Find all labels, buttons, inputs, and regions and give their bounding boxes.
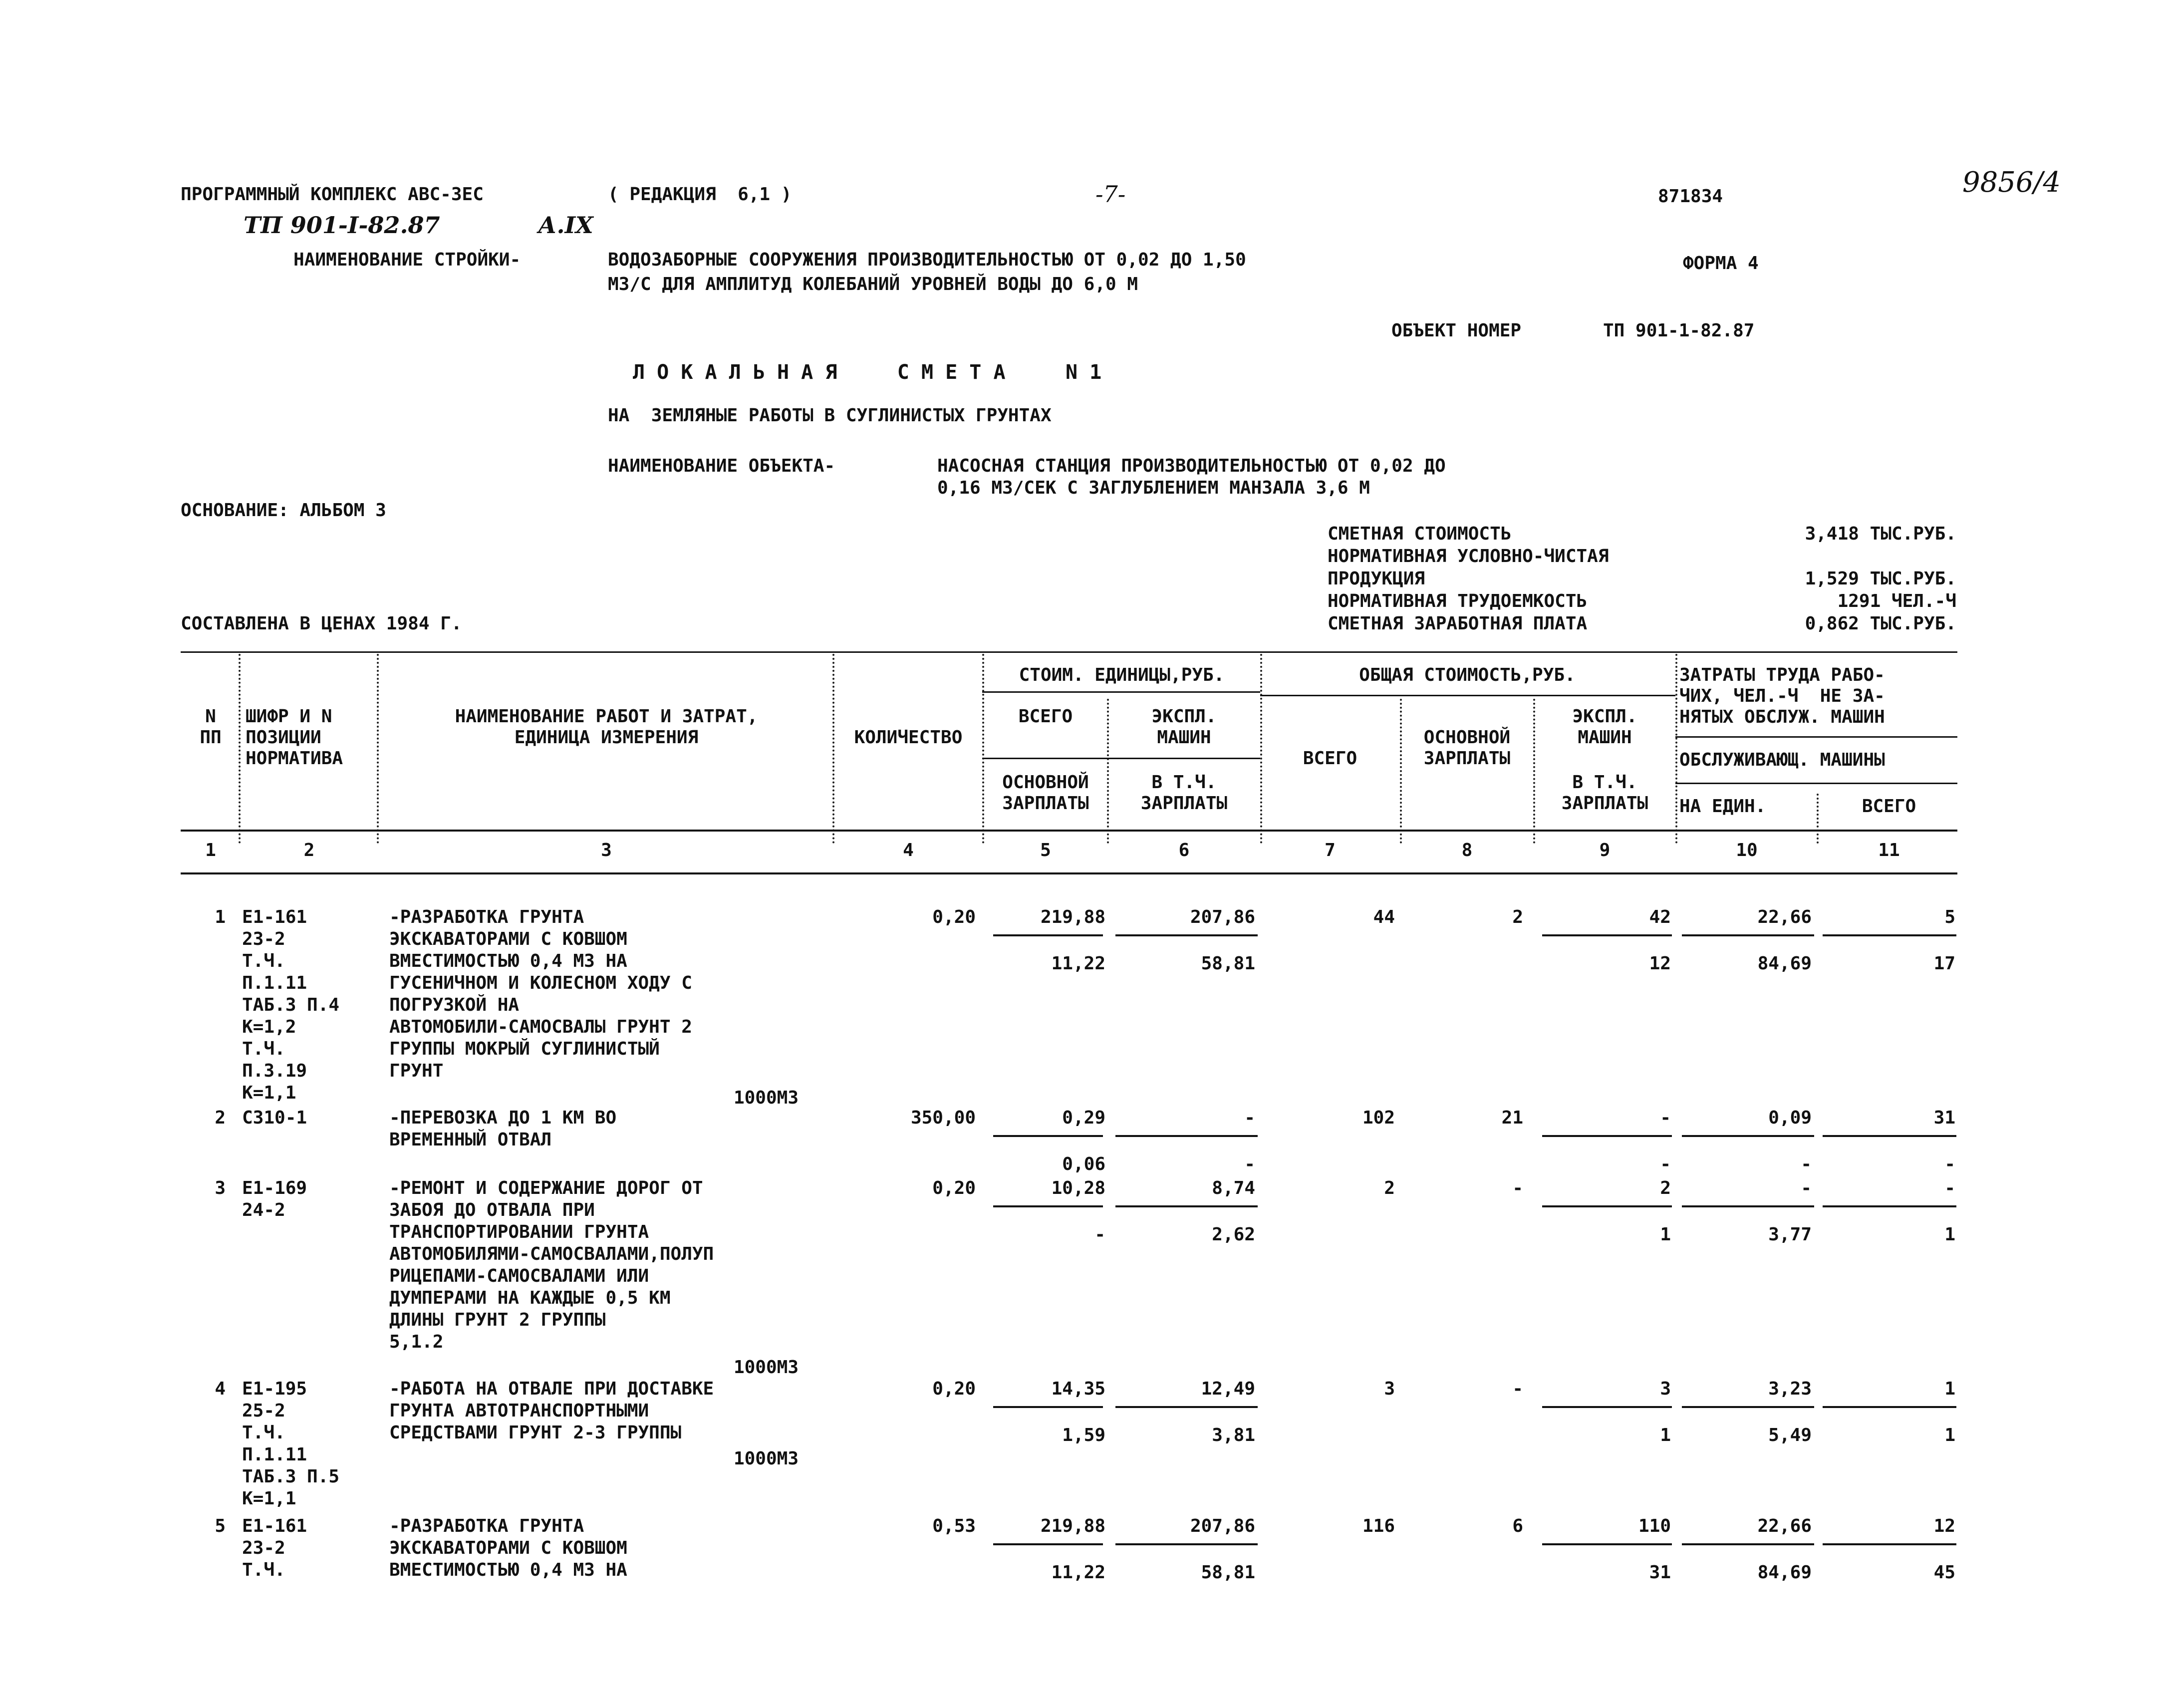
row-value-v8: - [1512,1379,1523,1399]
row-value-v8: 2 [1512,907,1523,927]
row-value-v5b: 11,22 [1051,1562,1105,1583]
col-separator [1817,794,1819,844]
tp-number: ТП 901-I-82.87 [244,212,440,239]
row-value-rule [1115,1135,1258,1137]
header-unit-total: ВСЕГО [1018,706,1073,727]
row-value-rule [1823,1205,1956,1207]
summary-label-3: ПРОДУКЦИЯ [1328,569,1425,589]
row-value-v7: 44 [1373,907,1395,927]
header-col2-line1: ШИФР И N [246,706,332,727]
col-separator [1260,654,1262,844]
row-value-rule [1115,1543,1258,1545]
form-number: ФОРМА 4 [1683,253,1759,274]
object-label: НАИМЕНОВАНИЕ ОБЪЕКТА- [608,456,835,476]
row-work-name: ГРУНТ [389,1061,444,1081]
header-col1-line2: ПП [200,727,222,748]
row-work-name: ПОГРУЗКОЙ НА [389,995,520,1015]
row-value-v10b: 3,77 [1768,1224,1812,1245]
column-number: 5 [1040,840,1051,860]
row-value-v5b: 11,22 [1051,953,1105,974]
column-number: 7 [1325,840,1336,860]
header-unit-base-salary-2: ЗАРПЛАТЫ [1002,793,1089,814]
row-value-v10: - [1801,1178,1812,1198]
summary-label-5: СМЕТНАЯ ЗАРАБОТНАЯ ПЛАТА [1328,613,1588,634]
row-work-name: ЗАБОЯ ДО ОТВАЛА ПРИ [389,1200,595,1220]
row-value-v9b: 31 [1649,1562,1671,1583]
row-value-v6b: 58,81 [1201,953,1255,974]
row-value-v11: - [1944,1178,1955,1198]
col-separator [1400,699,1402,844]
header-total-incl-salary-2: ЗАРПЛАТЫ [1561,793,1648,814]
object-number-label: ОБЪЕКТ НОМЕР [1391,320,1522,341]
row-code: Т.Ч. [242,951,285,971]
row-work-name: -РАБОТА НА ОТВАЛЕ ПРИ ДОСТАВКЕ [389,1379,714,1399]
album-number: А.IX [538,212,593,239]
row-value-v5: 0,29 [1062,1108,1105,1128]
row-value-v9: - [1660,1108,1671,1128]
col-separator [1107,699,1109,844]
row-code: Е1-195 [242,1379,307,1399]
header-labor-line1: ЗАТРАТЫ ТРУДА РАБО- [1679,665,1885,685]
row-value-v6: 8,74 [1212,1178,1255,1198]
row-value-rule [1682,1135,1814,1137]
row-value-v10: 22,66 [1757,907,1812,927]
row-code: К=1,1 [242,1083,296,1103]
row-work-name: СРЕДСТВАМИ ГРУНТ 2-3 ГРУППЫ [389,1423,682,1443]
row-value-v11b: - [1944,1154,1955,1174]
row-work-name: ГУСЕНИЧНОМ И КОЛЕСНОМ ХОДУ С [389,973,692,993]
row-work-name: -РЕМОНТ И СОДЕРЖАНИЕ ДОРОГ ОТ [389,1178,703,1198]
header-total-base-salary-2: ЗАРПЛАТЫ [1423,748,1511,769]
header-unit-incl-salary-2: ЗАРПЛАТЫ [1140,793,1228,814]
row-work-name: ЭКСКАВАТОРАМИ С КОВШОМ [389,929,627,949]
header-col2-line2: ПОЗИЦИИ [246,727,321,748]
row-value-v6b: 2,62 [1212,1224,1255,1245]
header-col1-line1: N [205,706,216,727]
row-value-v7: 116 [1362,1516,1395,1536]
row-value-rule [1542,1205,1672,1207]
col-separator [1675,654,1677,844]
row-value-rule [993,1543,1103,1545]
object-name-line2: 0,16 М3/СЕК С ЗАГЛУБЛЕНИЕМ МАНЗАЛА 3,6 М [937,478,1370,498]
row-value-v5: 14,35 [1051,1379,1105,1399]
row-work-name: ДУМПЕРАМИ НА КАЖДЫЕ 0,5 КМ [389,1288,671,1308]
row-code: 23-2 [242,1538,285,1558]
row-value-rule [1115,934,1258,936]
row-value-v9: 2 [1660,1178,1671,1198]
summary-label-2: НОРМАТИВНАЯ УСЛОВНО-ЧИСТАЯ [1328,546,1609,567]
row-value-v11b: 45 [1933,1562,1955,1583]
row-value-v9: 110 [1638,1516,1671,1536]
row-value-rule [993,934,1103,936]
row-value-v8: 6 [1512,1516,1523,1536]
row-number: 2 [215,1108,226,1128]
header-labor-service: ОБСЛУЖИВАЮЩ. МАШИНЫ [1679,750,1885,770]
row-code: 24-2 [242,1200,285,1220]
column-number: 6 [1178,840,1190,860]
row-value-rule [1542,1135,1672,1137]
row-value-rule [993,1205,1103,1207]
row-code: 23-2 [242,929,285,949]
row-code: К=1,1 [242,1488,296,1509]
row-work-name: 5,1.2 [389,1332,444,1352]
row-work-name: ТРАНСПОРТИРОВАНИИ ГРУНТА [389,1222,649,1242]
row-number: 3 [215,1178,226,1198]
column-number: 4 [903,840,914,860]
row-value-rule [1542,934,1672,936]
header-unit-base-salary-1: ОСНОВНОЙ [1002,772,1089,793]
row-value-rule [1682,934,1814,936]
header-total-expl-1: ЭКСПЛ. [1572,706,1637,727]
header-mid-rule [181,830,1957,832]
header-total-expl-2: МАШИН [1578,727,1632,748]
row-code: С310-1 [242,1108,307,1128]
row-value-v9b: 1 [1660,1224,1671,1245]
row-code: П.3.19 [242,1061,307,1081]
row-code: К=1,2 [242,1017,296,1037]
row-value-v9: 3 [1660,1379,1671,1399]
row-value-rule [1682,1205,1814,1207]
row-value-v5b: 1,59 [1062,1425,1105,1445]
row-value-v8: 21 [1501,1108,1523,1128]
row-work-name: РИЦЕПАМИ-САМОСВАЛАМИ ИЛИ [389,1266,649,1286]
col-separator [239,654,241,844]
row-quantity: 0,20 [932,1379,976,1399]
row-number: 5 [215,1516,226,1536]
row-work-name: -ПЕРЕВОЗКА ДО 1 КМ ВО [389,1108,617,1128]
row-value-v10b: 84,69 [1757,953,1812,974]
header-col4: КОЛИЧЕСТВО [854,727,963,748]
header-unit-incl-salary-1: В Т.Ч. [1151,772,1217,793]
row-value-v11b: 1 [1944,1425,1955,1445]
row-value-v10: 0,09 [1768,1108,1812,1128]
row-work-name: АВТОМОБИЛИ-САМОСВАЛЫ ГРУНТ 2 [389,1017,692,1037]
row-value-v10: 3,23 [1768,1379,1812,1399]
header-sub-rule [1675,736,1957,738]
summary-value-4: 1291 ЧЕЛ.-Ч [1837,591,1956,611]
header-unit-expl-1: ЭКСПЛ. [1151,706,1217,727]
column-number: 3 [601,840,612,860]
row-value-v7: 2 [1384,1178,1395,1198]
row-code: ТАБ.3 П.5 [242,1466,340,1487]
row-code: Е1-161 [242,907,307,927]
row-value-rule [1823,1543,1956,1545]
column-number: 1 [205,840,216,860]
header-bottom-rule [181,872,1957,874]
row-code: П.1.11 [242,1444,307,1465]
row-value-rule [1823,1406,1956,1408]
document-title: Л О К А Л Ь Н А Я С М Е Т А N 1 [633,361,1102,384]
header-sub-rule [1675,783,1957,784]
row-quantity: 350,00 [910,1108,976,1128]
summary-label-1: СМЕТНАЯ СТОИМОСТЬ [1328,524,1512,544]
edition: ( РЕДАКЦИЯ 6,1 ) [608,184,792,205]
row-value-rule [1542,1543,1672,1545]
row-work-name: ГРУНТА АВТОТРАНСПОРТНЫМИ [389,1401,649,1421]
row-value-v6b: 58,81 [1201,1562,1255,1583]
row-work-name: ВМЕСТИМОСТЬЮ 0,4 М3 НА [389,1560,627,1580]
row-value-v11: 12 [1933,1516,1955,1536]
row-value-v9: 42 [1649,907,1671,927]
document-subtitle: НА ЗЕМЛЯНЫЕ РАБОТЫ В СУГЛИНИСТЫХ ГРУНТАХ [608,405,1052,426]
row-value-v11: 31 [1933,1108,1955,1128]
row-value-v5b: - [1094,1224,1105,1245]
row-value-rule [1115,1205,1258,1207]
row-code: ТАБ.3 П.4 [242,995,340,1015]
row-work-name: ДЛИНЫ ГРУНТ 2 ГРУППЫ [389,1310,606,1330]
column-number: 10 [1736,840,1758,860]
row-value-v10b: 84,69 [1757,1562,1812,1583]
handwritten-archive-number: 9856/4 [1962,166,2061,199]
row-value-v6: - [1244,1108,1255,1128]
row-quantity: 0,20 [932,1178,976,1198]
row-value-v8: - [1512,1178,1523,1198]
row-value-v7: 3 [1384,1379,1395,1399]
header-total-base-salary-1: ОСНОВНОЙ [1423,727,1511,748]
column-number: 2 [303,840,315,860]
row-code: П.1.11 [242,973,307,993]
row-value-v6b: 3,81 [1212,1425,1255,1445]
header-labor-line2: ЧИХ, ЧЕЛ.-Ч НЕ ЗА- [1679,686,1885,706]
header-sub-rule [982,758,1260,759]
row-value-v6: 207,86 [1190,907,1255,927]
row-work-name: ГРУППЫ МОКРЫЙ СУГЛИНИСТЫЙ [389,1039,660,1059]
row-unit: 1000М3 [733,1357,799,1378]
row-value-v11b: 1 [1944,1224,1955,1245]
header-col3-line2: ЕДИНИЦА ИЗМЕРЕНИЯ [514,727,699,748]
row-value-v10b: - [1801,1154,1812,1174]
row-value-rule [1682,1543,1814,1545]
construction-label: НАИМЕНОВАНИЕ СТРОЙКИ- [293,250,521,270]
row-code: Е1-169 [242,1178,307,1198]
row-value-v6b: - [1244,1154,1255,1174]
column-number: 8 [1461,840,1473,860]
header-sub-rule [982,691,1260,693]
row-value-v5: 10,28 [1051,1178,1105,1198]
header-col3-line1: НАИМЕНОВАНИЕ РАБОТ И ЗАТРАТ, [455,706,758,727]
row-work-name: ЭКСКАВАТОРАМИ С КОВШОМ [389,1538,627,1558]
row-value-v11b: 17 [1933,953,1955,974]
header-labor-per-unit: НА ЕДИН. [1679,796,1766,817]
row-value-v9b: - [1660,1154,1671,1174]
summary-value-5: 0,862 ТЫС.РУБ. [1805,613,1956,634]
header-total-all: ВСЕГО [1303,748,1357,769]
summary-value-1: 3,418 ТЫС.РУБ. [1805,524,1956,544]
row-value-v10: 22,66 [1757,1516,1812,1536]
header-total-incl-salary-1: В Т.Ч. [1572,772,1637,793]
row-work-name: АВТОМОБИЛЯМИ-САМОСВАЛАМИ,ПОЛУП [389,1244,714,1264]
row-quantity: 0,20 [932,907,976,927]
row-value-v6: 207,86 [1190,1516,1255,1536]
header-top-rule [181,651,1957,653]
row-value-v5b: 0,06 [1062,1154,1105,1174]
object-name-line1: НАСОСНАЯ СТАНЦИЯ ПРОИЗВОДИТЕЛЬНОСТЬЮ ОТ 0,02 ДО [937,456,1446,476]
row-value-rule [993,1406,1103,1408]
header-labor-line3: НЯТЫХ ОБСЛУЖ. МАШИН [1679,707,1885,727]
header-sub-rule [1260,695,1675,696]
row-value-v5: 219,88 [1040,1516,1105,1536]
program-name: ПРОГРАММНЫЙ КОМПЛЕКС АВС-ЗЕС [181,184,484,205]
col-separator [1533,699,1535,844]
row-value-v10b: 5,49 [1768,1425,1812,1445]
row-value-v9b: 1 [1660,1425,1671,1445]
row-value-v7: 102 [1362,1108,1395,1128]
row-number: 4 [215,1379,226,1399]
row-code: Т.Ч. [242,1560,285,1580]
row-value-v11: 5 [1944,907,1955,927]
row-value-rule [1823,934,1956,936]
row-quantity: 0,53 [932,1516,976,1536]
row-value-v5: 219,88 [1040,907,1105,927]
row-code: Е1-161 [242,1516,307,1536]
row-work-name: -РАЗРАБОТКА ГРУНТА [389,907,584,927]
header-col2-line3: НОРМАТИВА [246,748,343,769]
header-labor-total: ВСЕГО [1862,796,1916,817]
col-separator [982,654,984,844]
summary-label-4: НОРМАТИВНАЯ ТРУДОЕМКОСТЬ [1328,591,1588,611]
row-code: 25-2 [242,1401,285,1421]
row-work-name: -РАЗРАБОТКА ГРУНТА [389,1516,584,1536]
row-value-rule [1682,1406,1814,1408]
row-value-rule [1115,1406,1258,1408]
row-code: Т.Ч. [242,1039,285,1059]
row-value-v11: 1 [1944,1379,1955,1399]
col-separator [832,654,834,844]
col-separator [377,654,379,844]
row-number: 1 [215,907,226,927]
row-work-name: ВРЕМЕННЫЙ ОТВАЛ [389,1130,552,1150]
row-value-rule [1823,1135,1956,1137]
row-unit: 1000М3 [733,1088,799,1108]
construction-name-line1: ВОДОЗАБОРНЫЕ СООРУЖЕНИЯ ПРОИЗВОДИТЕЛЬНОСТЬЮ ОТ 0,02 ДО 1,50 [608,250,1246,270]
row-value-rule [993,1135,1103,1137]
object-number-value: ТП 901-1-82.87 [1603,320,1755,341]
header-total-cost: ОБЩАЯ СТОИМОСТЬ,РУБ. [1359,665,1576,685]
column-number: 9 [1599,840,1611,860]
row-work-name: ВМЕСТИМОСТЬЮ 0,4 М3 НА [389,951,627,971]
header-unit-cost: СТОИМ. ЕДИНИЦЫ,РУБ. [1019,665,1225,685]
row-code: Т.Ч. [242,1423,285,1443]
row-unit: 1000М3 [733,1448,799,1469]
row-value-v6: 12,49 [1201,1379,1255,1399]
row-value-rule [1542,1406,1672,1408]
basis: ОСНОВАНИЕ: АЛЬБОМ 3 [181,500,386,521]
construction-name-line2: М3/С ДЛЯ АМПЛИТУД КОЛЕБАНИЙ УРОВНЕЙ ВОДЫ ДО 6,0 М [608,274,1138,294]
column-number: 11 [1878,840,1900,860]
summary-value-3: 1,529 ТЫС.РУБ. [1805,569,1956,589]
document-code: 871834 [1658,186,1723,207]
page-number: -7- [1095,181,1126,208]
row-value-v9b: 12 [1649,953,1671,974]
compiled-prices: СОСТАВЛЕНА В ЦЕНАХ 1984 Г. [181,613,462,634]
header-unit-expl-2: МАШИН [1157,727,1211,748]
